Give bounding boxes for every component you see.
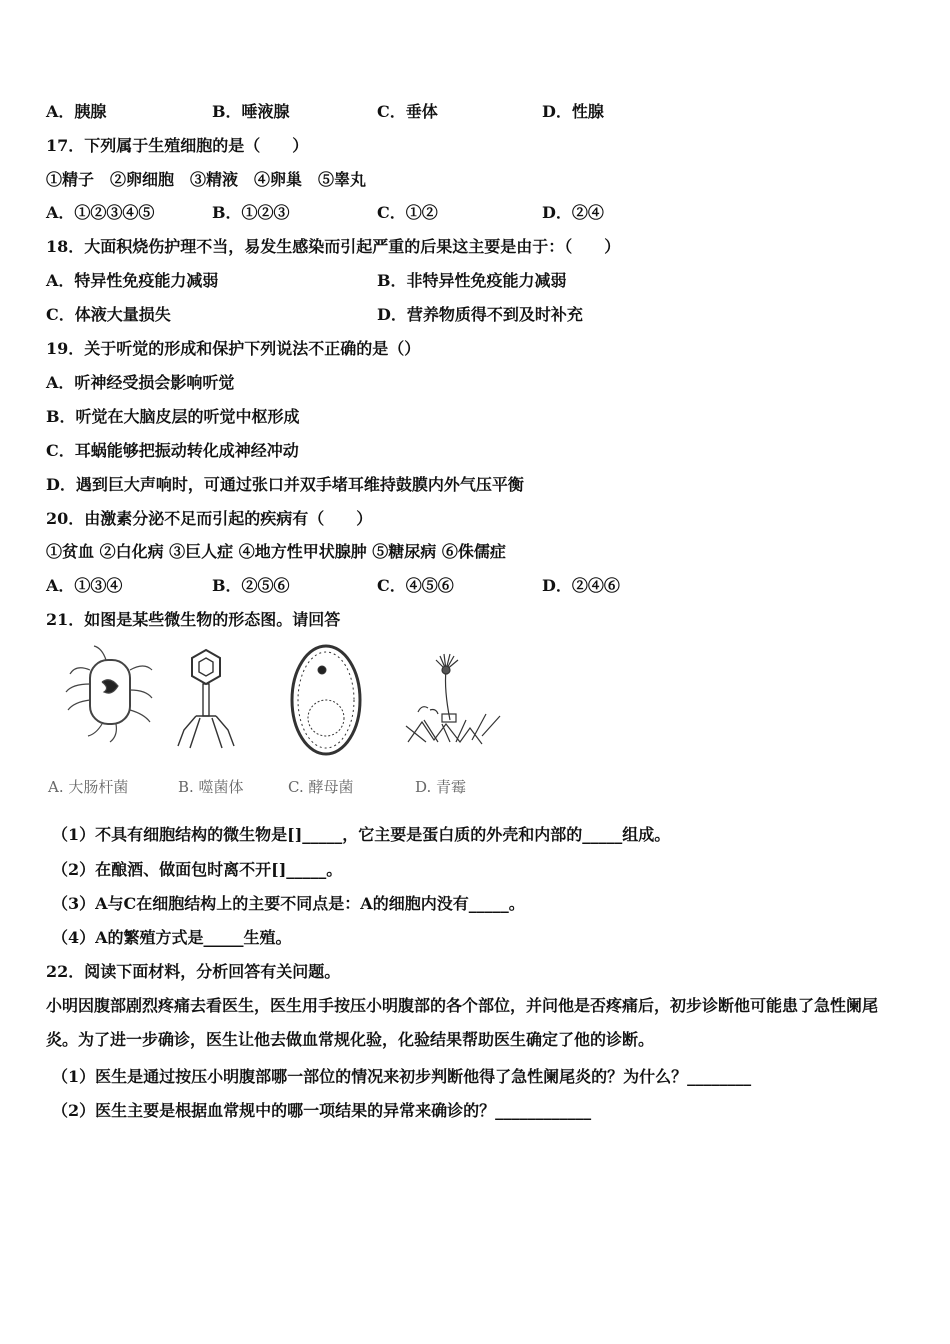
q17-option-c: C．①② xyxy=(377,203,438,222)
q18-stem: 18．大面积烧伤护理不当，易发生感染而引起严重的后果这主要是由于：（ ） xyxy=(46,237,621,256)
q17-stem: 17．下列属于生殖细胞的是（ ） xyxy=(46,136,309,155)
q18-option-c: C．体液大量损失 xyxy=(46,305,171,324)
q17-items: ①精子 ②卵细胞 ③精液 ④卵巢 ⑤睾丸 xyxy=(46,170,367,189)
q20-option-c: C．④⑤⑥ xyxy=(377,576,454,595)
figure-caption-a: A. 大肠杆菌 xyxy=(48,778,129,796)
q17-option-d: D．②④ xyxy=(542,203,604,222)
q20-option-b: B．②⑤⑥ xyxy=(212,576,290,595)
q19-option-b: B．听觉在大脑皮层的听觉中枢形成 xyxy=(46,407,300,426)
q16-option-d: D．性腺 xyxy=(542,102,604,121)
q16-option-b: B．唾液腺 xyxy=(212,102,290,121)
e-coli-drawing xyxy=(66,646,152,742)
figure-caption-d: D. 青霉 xyxy=(415,778,467,796)
q17-option-a: A．①②③④⑤ xyxy=(46,203,155,222)
q19-stem: 19．关于听觉的形成和保护下列说法不正确的是（） xyxy=(46,339,421,358)
q21-stem: 21．如图是某些微生物的形态图。请回答 xyxy=(46,610,341,629)
q18-option-b: B．非特异性免疫能力减弱 xyxy=(377,271,567,290)
q17-option-b: B．①②③ xyxy=(212,203,290,222)
q19-option-a: A．听神经受损会影响听觉 xyxy=(46,373,235,392)
figure-caption-b: B. 噬菌体 xyxy=(178,778,244,796)
q21-sub-3: （3）A与C在细胞结构上的主要不同点是：A的细胞内没有_____。 xyxy=(52,894,525,913)
q21-sub-4: （4）A的繁殖方式是_____生殖。 xyxy=(52,928,292,947)
q20-option-a: A．①③④ xyxy=(46,576,123,595)
q16-option-c: C．垂体 xyxy=(377,102,438,121)
figure-caption-c: C. 酵母菌 xyxy=(288,778,354,796)
q19-option-c: C．耳蜗能够把振动转化成神经冲动 xyxy=(46,441,299,460)
q22-sub-2: （2）医生主要是根据血常规中的哪一项结果的异常来确诊的？____________ xyxy=(52,1101,592,1120)
penicillium-drawing xyxy=(406,654,500,744)
q20-items: ①贫血 ②白化病 ③巨人症 ④地方性甲状腺肿 ⑤糖尿病 ⑥侏儒症 xyxy=(46,542,506,561)
q18-option-d: D．营养物质得不到及时补充 xyxy=(377,305,583,324)
q22-material: 小明因腹部剧烈疼痛去看医生，医生用手按压小明腹部的各个部位，并问他是否疼痛后，初步诊断他可能患了急性阑尾炎。为了进一步确诊，医生让他去做血常规化验，化验结果帮助医生确定了他的诊断。 xyxy=(46,996,879,1049)
q20-option-d: D．②④⑥ xyxy=(542,576,620,595)
q18-option-a: A．特异性免疫能力减弱 xyxy=(46,271,219,290)
q16-option-a: A．胰腺 xyxy=(46,102,107,121)
yeast-drawing xyxy=(292,646,360,754)
q19-option-d: D．遇到巨大声响时，可通过张口并双手堵耳维持鼓膜内外气压平衡 xyxy=(46,475,524,494)
q21-sub-1: （1）不具有细胞结构的微生物是[]_____，它主要是蛋白质的外壳和内部的_____组成。 xyxy=(52,825,671,844)
q20-stem: 20．由激素分泌不足而引起的疾病有（ ） xyxy=(46,509,373,528)
q21-sub-2: （2）在酿酒、做面包时离不开[]_____。 xyxy=(52,860,343,879)
q22-sub-1: （1）医生是通过按压小明腹部哪一部位的情况来初步判断他得了急性阑尾炎的？为什么？________ xyxy=(52,1067,752,1086)
q22-stem: 22．阅读下面材料，分析回答有关问题。 xyxy=(46,962,341,981)
bacteriophage-drawing xyxy=(178,650,234,748)
